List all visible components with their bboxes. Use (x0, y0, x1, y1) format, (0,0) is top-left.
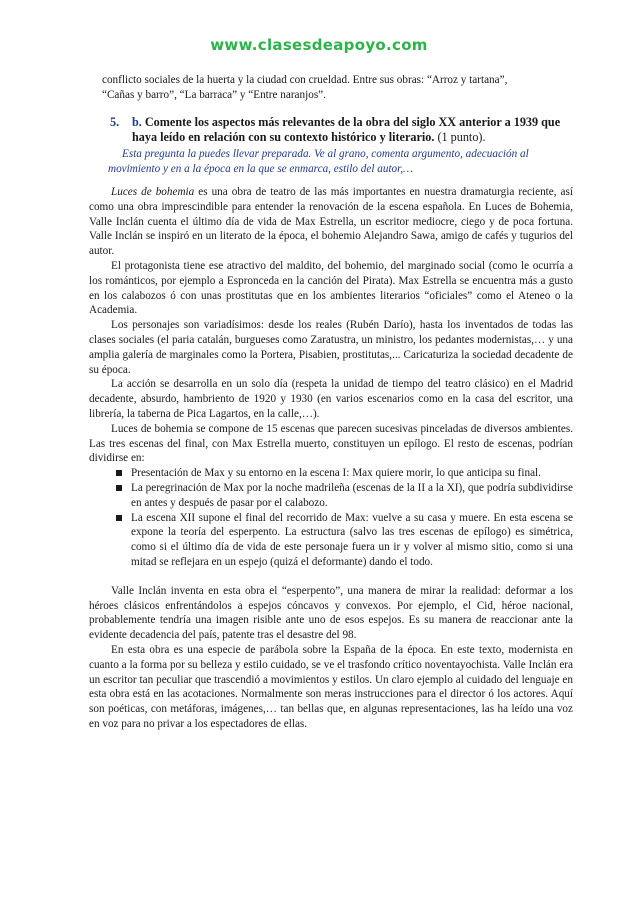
question-text: Comente los aspectos más relevantes de la obra del siglo XX anterior a 1939 que haya leído en relación con su contexto histórico y literario. (132, 115, 561, 145)
paragraph-1: Luces de bohemia es una obra de teatro de las más importantes en nuestra dramaturgia reciente, así como una obra imprescindible para entender la renovación de la escena española. En Luces de Bohemia, Valle Inclán cuenta el último día de vida de Max Estrella, un escritor mediocre, ciego y de poca fortuna. Valle Inclán se inspiró en un literato de la época, el bohemio Alejandro Sawa, amigo de cafés y tugurios del autor. (89, 186, 573, 258)
bullet-square-icon (116, 470, 122, 476)
paragraph-7: En esta obra es una especie de parábola sobre la España de la época. En este texto, modernista en cuanto a la forma por su belleza y estilo cuidado, se ve el trasfondo crítico noventayochista. Valle Inclán era un escritor tan peculiar que trascendió a movimientos y estilos. Un claro ejemplo al cuidado del lenguaje en esta obra está en las acotaciones. Normalmente son meras instrucciones para el director ó los actores. Aquí son poéticas, con metáforas, imágenes,… tan bellas que, en algunas representaciones, las ha leído una voz en voz para no privar a los espectadores de ellas. (89, 643, 573, 730)
list-item: Presentación de Max y su entorno en la escena I: Max quiere morir, lo que anticipa su final. (89, 466, 573, 481)
scenes-list (89, 466, 573, 570)
bullet-square-icon (116, 485, 122, 491)
question-points: (1 punto). (434, 130, 486, 145)
answer-body (89, 185, 573, 732)
note-line-1: Esta pregunta la puedes llevar preparada. Ve al grano, comenta argumento, adecuación al (122, 148, 529, 160)
site-header[interactable]: www.clasesdeapoyo.com (210, 36, 428, 54)
paragraph-2: El protagonista tiene ese atractivo del maldito, del bohemio, del marginado social (como le ocurría a los románticos, por ejemplo a Espronceda en la canción del Pirata). Max Estrella se encuentra más a gusto en los calabozos ó con unas prostitutas que en los ambientes literarios “oficiales” como el Ateneo o la Academia. (89, 259, 573, 317)
continuation-line-2: “Cañas y barro”, “La barraca” y “Entre naranjos”. (102, 88, 326, 101)
list-item: La peregrinación de Max por la noche madrileña (escenas de la II a la XI), que podría subdividirse en antes y después de pasar por el calabozo. (89, 481, 573, 511)
bullet-square-icon (116, 515, 122, 521)
question-letter: b. (132, 115, 142, 129)
continuation-text (102, 73, 562, 103)
study-note (108, 147, 572, 177)
paragraph-6: Valle Inclán inventa en esta obra el “esperpento”, una manera de mirar la realidad: deformar a los héroes clásicos enfrentándolos a espejos cóncavos y convexos. Por ejemplo, el Cid, héroe nacional, probablemente tendría una imagen risible ante uno de esos espejos. Es su manera de reaccionar ante la evidente decadencia del país, patente tras el desastre del 98. (89, 584, 573, 642)
paragraph-3: Los personajes son variadísimos: desde los reales (Rubén Darío), hasta los inventados de todas las clases sociales (el paria catalán, burgueses como Zaratustra, un ministro, los pedantes modernistas,… y una amplia galería de marginales como la Portera, Pisabien, prostitutas,... Caricaturiza la sociedad decadente de su época. (89, 319, 573, 376)
paragraph-5: Luces de bohemia se compone de 15 escenas que parecen sucesivas pinceladas de diversos ambientes. Las tres escenas del final, con Max Estrella muerto, constituyen un epílogo. El resto de escenas, podrían dividirse en: (89, 422, 573, 465)
question-number: 5. (110, 115, 120, 129)
work-title: Luces de bohemia (111, 186, 195, 198)
note-line-2: movimiento y en a la época en la que se enmarca, estilo del autor,… (108, 162, 413, 175)
list-item: La escena XII supone el final del recorrido de Max: vuelve a su casa y muere. En esta escena se expone la teoría del esperpento. La estructura (salvo las tres escenas de epílogo) es simétrica, como si el último día de vida de este personaje fuera un ir y volver al mismo sitio, como si una mitad se reflejara en un espejo (quizá el deformante) dando el todo. (89, 511, 573, 570)
continuation-line-1: conflicto sociales de la huerta y la ciudad con crueldad. Entre sus obras: “Arroz y tartana”, (102, 74, 508, 86)
question-5b (110, 115, 572, 145)
paragraph-4: La acción se desarrolla en un solo día (respeta la unidad de tiempo del teatro clásico) en el Madrid decadente, absurdo, hambriento de 1920 y 1930 (en varios escenarios como en la casa del escritor, una librería, la taberna de Pica Lagartos, en la calle,…). (89, 378, 573, 420)
spacer (89, 570, 573, 584)
